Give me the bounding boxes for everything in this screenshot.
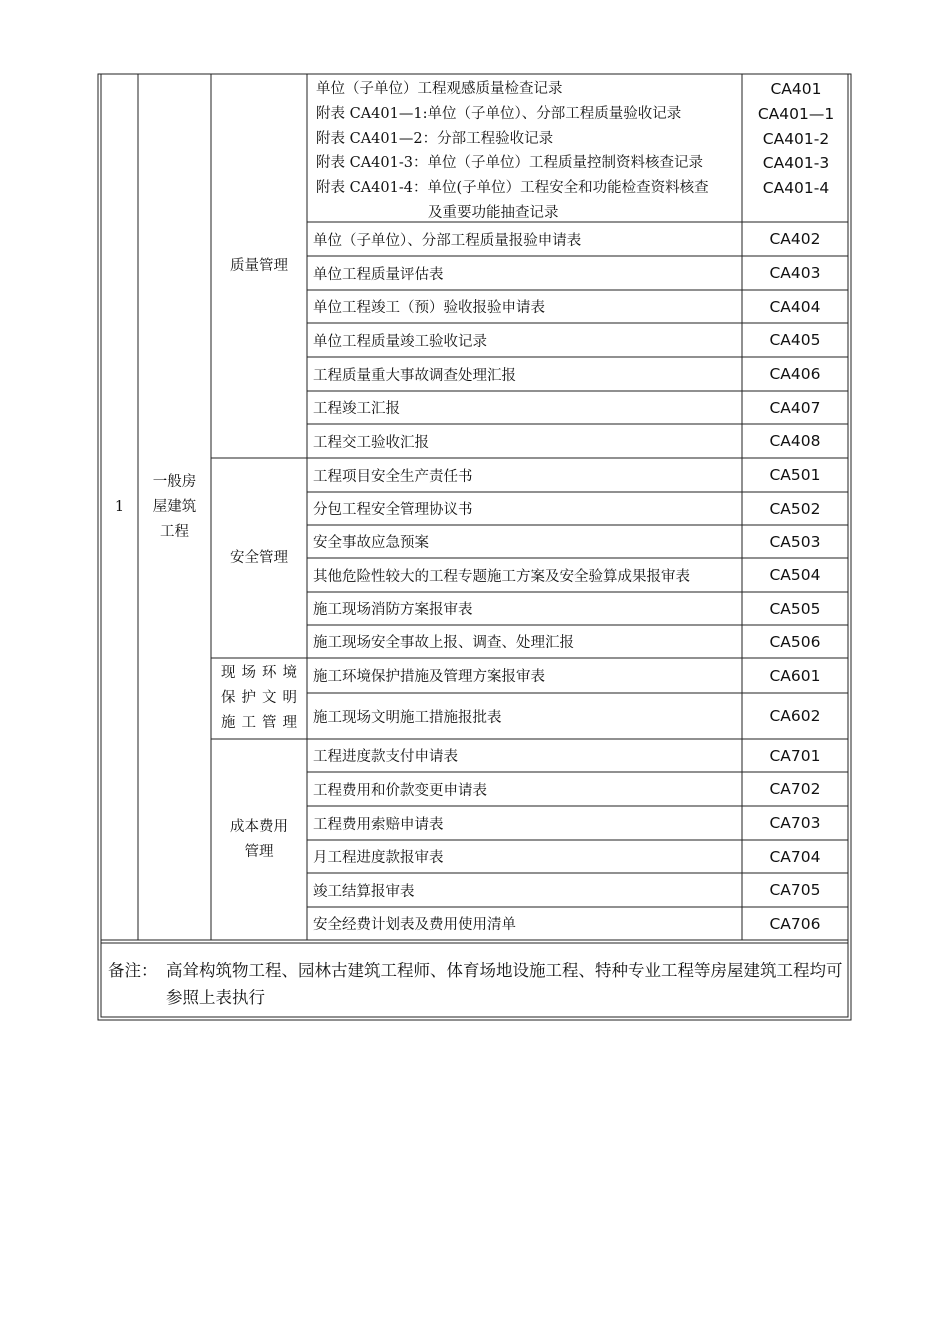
entry-code: CA401-2: [762, 129, 830, 148]
table-row-name: 分包工程安全管理协议书: [313, 502, 473, 518]
entry-code: CA401-3: [762, 154, 830, 173]
table-row-name: 工程交工验收汇报: [313, 434, 429, 451]
entry-line: 单位（子单位）工程观感质量检查记录: [316, 81, 563, 97]
table-row-name: 单位工程质量评估表: [313, 266, 444, 283]
table-row-name: 工程费用索赔申请表: [313, 816, 444, 833]
table-row-name: 工程进度款支付申请表: [313, 749, 458, 765]
entry-code: CA401: [770, 80, 822, 98]
entry-line: 附表 CA401—1:单位（子单位）、分部工程质量验收记录: [316, 105, 682, 122]
table-row-code: CA502: [769, 499, 821, 518]
cost-group-line: 成本费用: [230, 818, 288, 835]
table-row-code: CA704: [769, 847, 821, 866]
table-row-name: 其他危险性较大的工程专题施工方案及安全验算成果报审表: [313, 568, 690, 585]
quality-first-entry-codes: [743, 77, 849, 201]
safety-group-label: 安全管理: [230, 549, 288, 566]
table-row-code: CA407: [769, 398, 821, 417]
table-row-code: CA705: [769, 881, 821, 899]
remark-label: 备注：: [108, 961, 158, 980]
table-row-code: CA505: [769, 599, 821, 618]
quality-group-label: 质量管理: [230, 257, 288, 274]
table-row-name: 单位工程质量竣工验收记录: [313, 333, 487, 350]
category-line: 屋建筑: [152, 498, 197, 515]
entry-code: CA401-4: [762, 179, 830, 198]
table-row-name: 安全事故应急预案: [313, 535, 429, 551]
cost-group-label: [211, 739, 307, 940]
entry-line: 附表 CA401—2：分部工程验收记录: [316, 130, 554, 147]
table-row-name: 竣工结算报审表: [313, 883, 415, 900]
env-group-line: 现场环境: [221, 665, 297, 681]
table-row-name: 施工现场文明施工措施报批表: [313, 709, 502, 726]
cost-group-line: 管理: [244, 843, 274, 860]
table-row-code: CA501: [769, 466, 821, 484]
table-row-name: 工程项目安全生产责任书: [313, 468, 473, 485]
entry-line: 及重要功能抽查记录: [428, 204, 559, 221]
table-row-code: CA602: [769, 707, 821, 725]
table-row-code: CA601: [769, 666, 821, 685]
table-row-code: CA403: [769, 264, 821, 282]
table-row-code: CA701: [769, 746, 821, 765]
table-row-code: CA404: [769, 297, 821, 316]
table-row-code: CA408: [769, 432, 821, 450]
table-row-name: 安全经费计划表及费用使用清单: [313, 917, 516, 933]
remark-text: 高耸构筑物工程、园林古建筑工程师、体育场地设施工程、特种专业工程等房屋建筑工程均可参照上表执行: [166, 961, 843, 1007]
env-group-line: 施工管理: [221, 715, 297, 731]
table-row-code: CA405: [769, 331, 821, 349]
table-row-name: 工程费用和价款变更申请表: [313, 782, 487, 799]
table-row-name: 月工程进度款报审表: [313, 850, 444, 866]
table-row-name: 工程质量重大事故调查处理汇报: [313, 367, 516, 384]
table-row-code: CA706: [769, 914, 821, 933]
env-group-line: 保护文明: [221, 690, 297, 706]
quality-first-entry-names: [316, 77, 742, 226]
entry-code: CA401—1: [757, 104, 835, 123]
table-row-name: 工程竣工汇报: [313, 401, 400, 417]
table-row-code: CA506: [769, 632, 821, 651]
env-group-label: [211, 658, 307, 739]
table-row-code: CA703: [769, 814, 821, 832]
category-line: 工程: [160, 523, 189, 540]
table-row-name: 单位（子单位）、分部工程质量报验申请表: [313, 232, 582, 249]
table-row-code: CA402: [769, 230, 821, 248]
entry-line: 附表 CA401-3：单位（子单位）工程质量控制资料核查记录: [316, 155, 703, 172]
table-row-name: 施工现场安全事故上报、调查、处理汇报: [313, 635, 574, 651]
category-cell: [138, 74, 211, 940]
table-row-code: CA702: [769, 780, 821, 798]
table-row-name: 施工环境保护措施及管理方案报审表: [313, 669, 545, 685]
table-row-name: 施工现场消防方案报审表: [313, 602, 473, 618]
table-row-name: 单位工程竣工（预）验收报验申请表: [313, 300, 545, 316]
table-row-code: CA503: [769, 532, 821, 551]
remark: [108, 957, 844, 1011]
table-row-code: CA504: [769, 566, 821, 584]
category-line: 一般房: [152, 473, 197, 490]
row-index: 1: [114, 498, 125, 515]
table-row-code: CA406: [769, 365, 821, 383]
entry-line: 附表 CA401-4：单位(子单位）工程安全和功能检查资料核查: [316, 180, 709, 197]
